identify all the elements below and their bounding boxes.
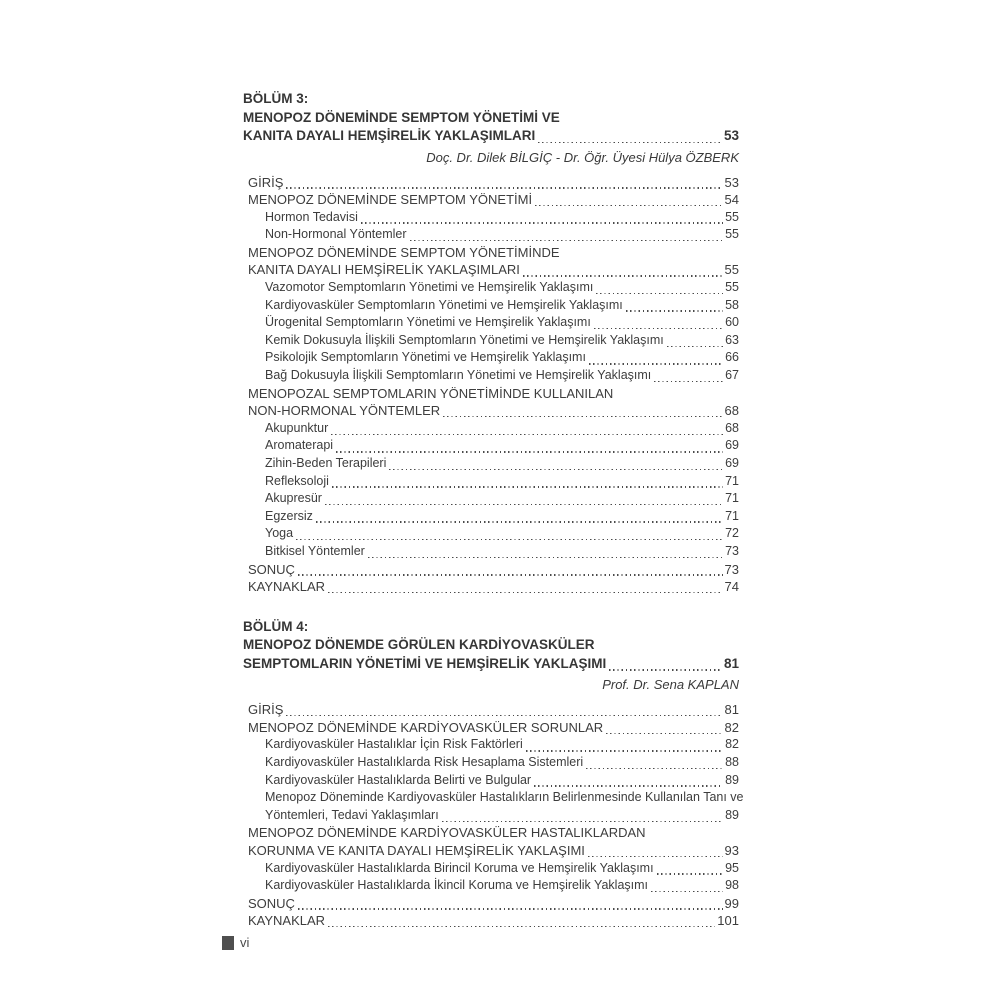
entry-page-number: 88 — [725, 755, 739, 770]
toc-entry — [243, 525, 739, 543]
page-number: vi — [240, 935, 250, 950]
entry-label: NON-HORMONAL YÖNTEMLER — [248, 403, 441, 419]
toc-entry — [243, 701, 739, 719]
dot-leader — [589, 363, 723, 364]
toc-entry — [243, 402, 739, 420]
entry-page-number: 66 — [725, 350, 739, 365]
entry-label: GİRİŞ — [248, 174, 284, 190]
entry-page-number: 58 — [725, 297, 739, 312]
entry-page-number: 69 — [725, 456, 739, 470]
toc-entry — [243, 508, 739, 526]
dot-leader — [361, 222, 723, 223]
entry-label: MENOPOZAL SEMPTOMLARIN YÖNETİMİNDE KULLANILAN — [248, 385, 614, 401]
dot-leader — [596, 293, 723, 294]
toc-entry — [243, 736, 739, 754]
dot-leader — [626, 310, 723, 311]
dot-leader — [410, 240, 724, 241]
toc-entry — [243, 807, 739, 825]
entry-label: Yöntemleri, Tedavi Yaklaşımları — [265, 807, 439, 822]
dot-leader — [538, 142, 722, 143]
dot-leader — [588, 856, 723, 857]
toc-entry — [243, 349, 739, 367]
chapter-label: BÖLÜM 3: — [243, 91, 309, 106]
entry-page-number: 60 — [725, 315, 739, 330]
footer — [222, 936, 249, 950]
toc-entry — [243, 473, 739, 491]
dot-leader — [654, 381, 723, 382]
entry-label: Zihin-Beden Terapileri — [265, 456, 387, 470]
toc-entry — [243, 367, 739, 385]
toc-section — [243, 618, 744, 930]
entry-page-number: 55 — [725, 280, 739, 295]
entry-page-number: 89 — [725, 807, 739, 822]
entry-page-number: 54 — [724, 192, 739, 208]
dot-leader — [298, 574, 723, 575]
entry-page-number: 67 — [725, 368, 739, 383]
toc-entry — [243, 490, 739, 508]
entry-label: Egzersiz — [265, 508, 313, 523]
chapter-label: BÖLÜM 4: — [243, 618, 309, 634]
chapter-title-text: MENOPOZ DÖNEMDE GÖRÜLEN KARDİYOVASKÜLER — [243, 637, 595, 653]
dot-leader — [316, 521, 723, 522]
toc-entry — [243, 877, 739, 895]
dot-leader — [336, 451, 723, 452]
dot-leader — [328, 592, 722, 593]
dot-leader — [609, 669, 722, 670]
entry-page-number: 53 — [724, 174, 739, 190]
entry-label: KORUNMA VE KANITA DAYALI HEMŞİRELİK YAKLAŞIMI — [248, 843, 585, 858]
toc-entry — [243, 226, 739, 244]
entry-label: Aromaterapi — [265, 438, 334, 453]
entry-page-number: 68 — [724, 403, 739, 419]
toc-entry — [243, 860, 739, 878]
toc-entry — [243, 174, 739, 192]
toc-entry — [243, 385, 739, 403]
dot-leader — [286, 187, 722, 188]
entry-page-number: 71 — [725, 491, 739, 506]
toc-entry — [243, 191, 739, 209]
toc-entry — [243, 297, 739, 315]
dot-leader — [523, 275, 723, 276]
toc-entry — [243, 543, 739, 561]
entry-label: KANITA DAYALI HEMŞİRELİK YAKLAŞIMLARI — [248, 262, 520, 278]
entry-label: KAYNAKLAR — [248, 913, 326, 929]
entry-page-number: 98 — [725, 878, 739, 893]
chapter-title-text: SEMPTOMLARIN YÖNETİMİ VE HEMŞİRELİK YAKLAŞIMI — [243, 655, 607, 671]
entry-label: Refleksoloji — [265, 473, 329, 488]
dot-leader — [586, 768, 723, 769]
dot-leader — [594, 328, 723, 329]
dot-leader — [526, 750, 723, 751]
toc-entry — [243, 279, 739, 297]
toc-entry — [243, 789, 744, 807]
toc-entry — [243, 244, 739, 262]
entry-page-number: 55 — [725, 227, 739, 242]
entry-label: Kardiyovasküler Hastalıklarda İkincil Koruma ve Hemşirelik Yaklaşımı — [265, 878, 649, 893]
entry-label: MENOPOZ DÖNEMİNDE SEMPTOM YÖNETİMİNDE — [248, 244, 560, 260]
entry-page-number: 101 — [717, 913, 739, 929]
dot-leader — [534, 785, 723, 786]
toc-entry — [243, 895, 739, 913]
entry-page-number: 82 — [724, 719, 739, 735]
toc-entry — [243, 209, 739, 227]
entry-label: Menopoz Döneminde Kardiyovasküler Hastalıkların Belirlenmesinde Kullanılan Tanı ve — [265, 790, 744, 805]
chapter-title-line — [243, 127, 739, 146]
entry-page-number: 71 — [725, 473, 739, 488]
chapter-title-line — [243, 636, 739, 655]
toc-entry — [243, 842, 739, 860]
toc-entry — [243, 772, 739, 790]
dot-leader — [332, 486, 723, 487]
entry-label: Kemik Dokusuyla İlişkili Semptomların Yönetimi ve Hemşirelik Yaklaşımı — [265, 332, 664, 347]
entry-label: Hormon Tedavisi — [265, 209, 358, 224]
entry-page-number: 72 — [725, 526, 739, 541]
dot-leader — [606, 733, 722, 734]
dot-leader — [296, 539, 723, 540]
toc-entry — [243, 561, 739, 579]
entry-page-number: 95 — [725, 860, 739, 875]
chapter-page-number: 81 — [723, 655, 739, 671]
toc-entry — [243, 437, 739, 455]
chapter-title-text: MENOPOZ DÖNEMİNDE SEMPTOM YÖNETİMİ VE — [243, 109, 560, 125]
toc-section — [243, 90, 739, 596]
authors-line: Prof. Dr. Sena KAPLAN — [602, 677, 739, 693]
toc-entry — [243, 824, 739, 842]
chapter-page-number: 53 — [723, 128, 739, 143]
entry-label: Yoga — [265, 526, 294, 541]
toc-entry — [243, 314, 739, 332]
entry-page-number: 74 — [724, 579, 739, 595]
dot-leader — [325, 504, 723, 505]
entry-page-number: 55 — [724, 262, 739, 278]
entry-label: Kardiyovasküler Hastalıklarda Risk Hesaplama Sistemleri — [265, 755, 584, 770]
chapter-title-line — [243, 109, 739, 128]
entry-page-number: 81 — [724, 702, 739, 718]
toc-entry — [243, 754, 739, 772]
entry-label: Kardiyovasküler Hastalıklarda Birincil Koruma ve Hemşirelik Yaklaşımı — [265, 860, 654, 875]
entry-page-number: 69 — [725, 438, 739, 453]
entry-page-number: 68 — [725, 420, 739, 435]
entry-page-number: 82 — [725, 737, 739, 752]
dot-leader — [667, 346, 723, 347]
dot-leader — [651, 891, 723, 892]
dot-leader — [657, 873, 724, 874]
entry-label: Kardiyovasküler Hastalıklar İçin Risk Faktörleri — [265, 737, 523, 752]
toc-entry — [243, 719, 739, 737]
toc-entry — [243, 420, 739, 438]
entry-label: MENOPOZ DÖNEMİNDE KARDİYOVASKÜLER SORUNLAR — [248, 719, 604, 735]
toc-entry — [243, 578, 739, 596]
entry-page-number: 73 — [725, 543, 739, 558]
entry-label: SONUÇ — [248, 561, 295, 577]
dot-leader — [535, 205, 722, 206]
chapter-title-text: KANITA DAYALI HEMŞİRELİK YAKLAŞIMLARI — [243, 128, 536, 143]
entry-label: Kardiyovasküler Semptomların Yönetimi ve Hemşirelik Yaklaşımı — [265, 297, 623, 312]
entry-page-number: 55 — [725, 209, 739, 224]
dot-leader — [328, 926, 715, 927]
toc-entry — [243, 455, 739, 473]
page-marker-square-icon — [222, 936, 234, 950]
dot-leader — [443, 416, 722, 417]
entry-label: MENOPOZ DÖNEMİNDE SEMPTOM YÖNETİMİ — [248, 192, 533, 208]
entry-label: Akupunktur — [265, 420, 329, 435]
dot-leader — [368, 557, 723, 558]
entry-page-number: 73 — [724, 561, 739, 577]
entry-label: Vazomotor Semptomların Yönetimi ve Hemşirelik Yaklaşımı — [265, 280, 594, 295]
toc-entry — [243, 912, 739, 930]
entry-page-number: 93 — [724, 843, 739, 858]
authors-line: Doç. Dr. Dilek BİLGİÇ - Dr. Öğr. Üyesi Hülya ÖZBERK — [426, 149, 739, 165]
entry-page-number: 89 — [725, 772, 739, 787]
entry-label: SONUÇ — [248, 895, 295, 911]
entry-label: Kardiyovasküler Hastalıklarda Belirti ve Bulgular — [265, 772, 532, 787]
toc-entry — [243, 332, 739, 350]
entry-page-number: 71 — [725, 508, 739, 523]
entry-label: Psikolojik Semptomların Yönetimi ve Hemşirelik Yaklaşımı — [265, 350, 586, 365]
toc-sections — [243, 90, 744, 930]
entry-label: Akupresür — [265, 491, 322, 506]
entry-label: KAYNAKLAR — [248, 579, 326, 595]
toc-entry — [243, 261, 739, 279]
entry-label: Ürogenital Semptomların Yönetimi ve Hemşirelik Yaklaşımı — [265, 315, 591, 330]
dot-leader — [442, 821, 723, 822]
dot-leader — [331, 434, 723, 435]
dot-leader — [286, 715, 722, 716]
entry-label: Bitkisel Yöntemler — [265, 543, 365, 558]
entry-label: Non-Hormonal Yöntemler — [265, 227, 407, 242]
entry-label: GİRİŞ — [248, 702, 284, 718]
entry-page-number: 63 — [725, 332, 739, 347]
dot-leader — [389, 469, 723, 470]
entry-page-number: 99 — [724, 895, 739, 911]
entry-label: Bağ Dokusuyla İlişkili Semptomların Yönetimi ve Hemşirelik Yaklaşımı — [265, 368, 652, 383]
dot-leader — [298, 908, 723, 909]
chapter-title-line — [243, 655, 739, 674]
entry-label: MENOPOZ DÖNEMİNDE KARDİYOVASKÜLER HASTALIKLARDAN — [248, 825, 646, 841]
